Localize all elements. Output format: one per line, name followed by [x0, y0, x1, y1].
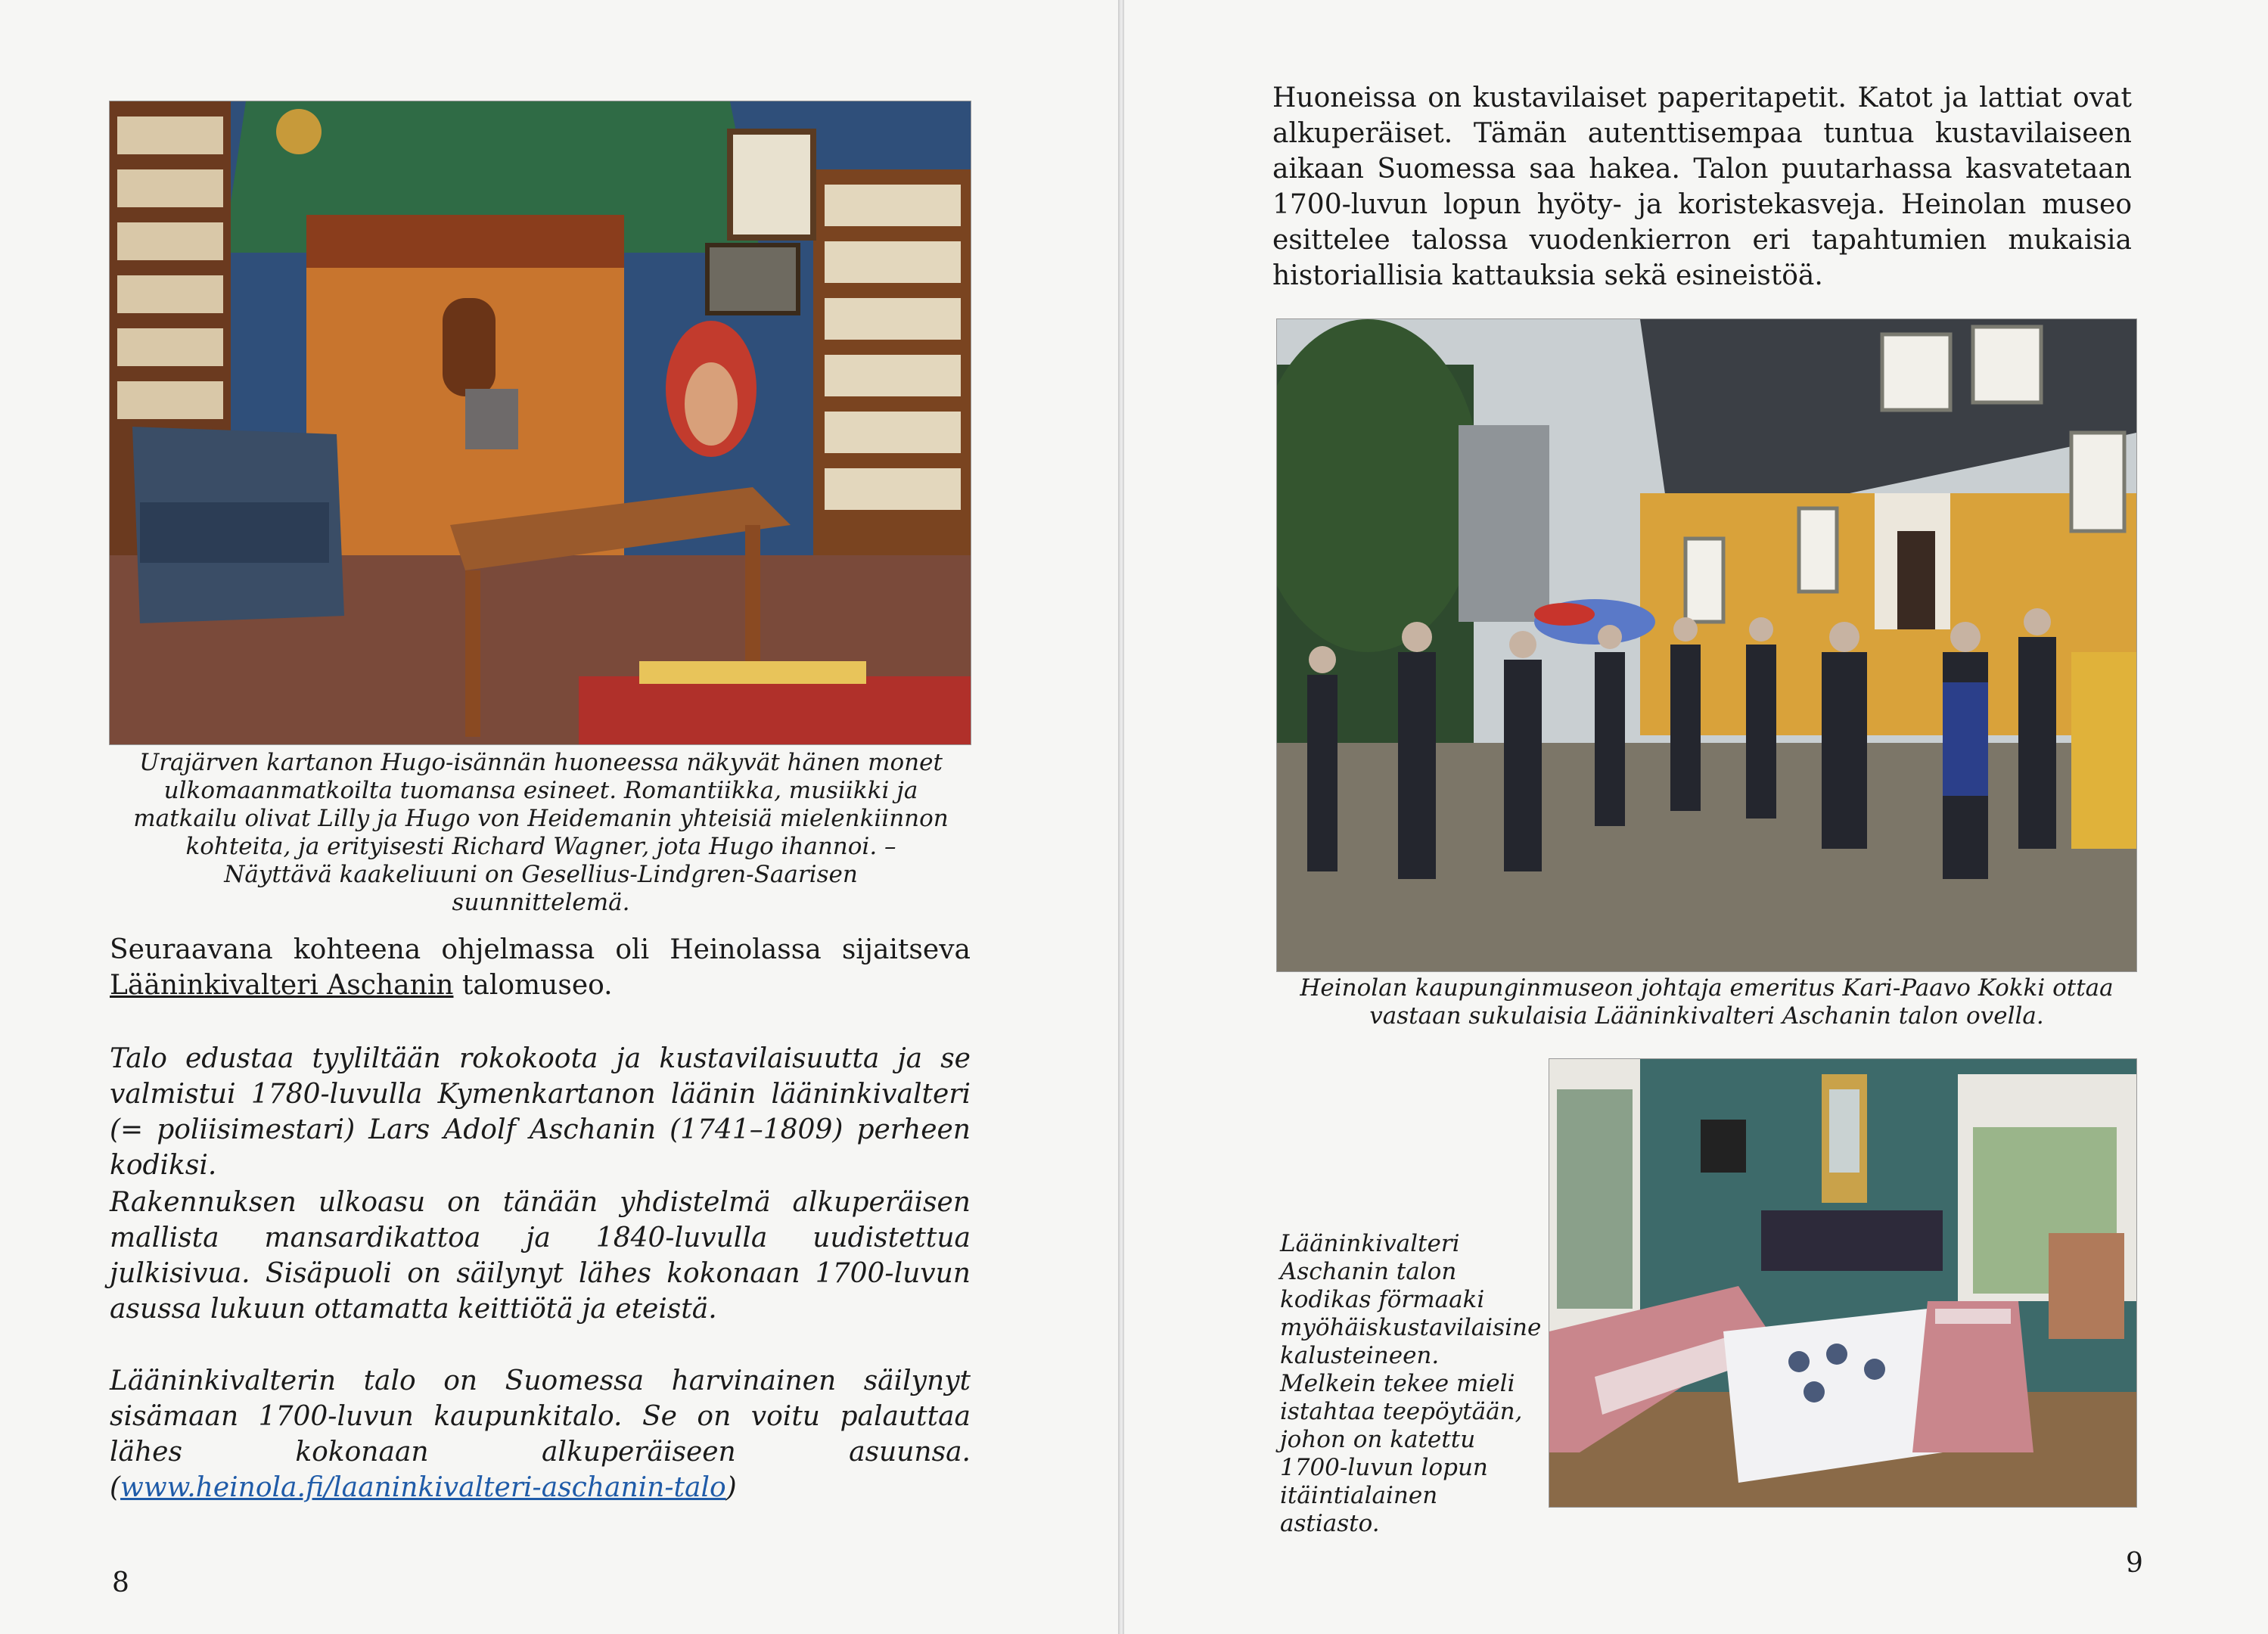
- paragraph-3-end: ): [725, 1472, 737, 1503]
- right-page: [1124, 0, 2268, 1634]
- photo2-caption: Lääninkivalteri Aschanin talon kodikas förmaaki myöhäiskustavilaisine kalusteineen. Melkein tekee mieli istahtaa teepöytään, johon on katettu 1700-luvun lopun itäintialainen astiasto.: [1280, 1230, 1542, 1537]
- aschan-link[interactable]: Lääninkivalteri Aschanin: [110, 970, 454, 1001]
- photo-caption: Urajärven kartanon Hugo-isännän huoneessa näkyvät hänen monet ulkomaanmatkoilta tuomansa esineet. Romantiikka, musiikki ja matkailu olivat Lilly ja Hugo von Heidemanin yhteisiä mielenkiinnon kohteita, ja erityisesti Richard Wagner, jota Hugo ihannoi. – Näyttävä kaakeliuuni on Gesellius-Lindgren-Saarisen suunnittelemä.: [133, 749, 949, 916]
- right-intro-paragraph: Huoneissa on kustavilaiset paperitapetit. Katot ja lattiat ovat alkuperäiset. Tämän autenttisempaa tuntua kustavilaiseen aikaan Suomessa saa hakea. Talon puutarhassa kasvatetaan 1700-luvun lopun hyöty- ja koristekasveja. Heinolan museo esittelee talossa vuodenkierron eri tapahtumien mukaisia historiallisia kattauksia sekä esineistöä.: [1272, 82, 2132, 291]
- paragraph-2: Rakennuksen ulkoasu on tänään yhdistelmä alkuperäisen mallista mansardikattoa ja 1840-luvulla uudistettua julkisivua. Sisäpuoli on säilynyt lähes kokonaan 1700-luvun asussa lukuun ottamatta keittiötä ja eteistä.: [110, 1187, 971, 1325]
- paragraph-1: Talo edustaa tyyliltään rokokoota ja kustavilaisuutta ja se valmistui 1780-luvulla Kymenkartanon läänin lääninkivalteri (= poliisimestari) Lars Adolf Aschanin (1741–1809) perheen kodiksi.: [110, 1043, 971, 1181]
- photo-aschan-house: [1277, 319, 2136, 971]
- page-number-left: 8: [112, 1567, 129, 1598]
- photo-hugo-room: [110, 101, 971, 744]
- intro-before: Seuraavana kohteena ohjelmassa oli Heinolassa sijaitseva: [110, 934, 971, 965]
- photo1-caption: [1277, 974, 2136, 1030]
- photo1-caption-line1: Heinolan kaupunginmuseon johtaja emeritus Kari-Paavo Kokki ottaa: [1300, 974, 2114, 1002]
- paragraph-3-text: Lääninkivalterin talo on Suomessa harvinainen säilynyt sisämaan 1700-luvun kaupunkitalo. Se on voitu palauttaa lähes kokonaan alkuperäiseen asuunsa. (: [110, 1365, 971, 1503]
- page-number-right: 9: [2126, 1548, 2143, 1579]
- book-gutter: [1118, 0, 1124, 1634]
- intro-after: talomuseo.: [453, 970, 613, 1001]
- photo1-caption-line2: vastaan sukulaisia Lääninkivalteri Aschanin talon ovella.: [1369, 1002, 2044, 1030]
- left-page: [0, 0, 1118, 1634]
- heinola-url-link[interactable]: www.heinola.fi/laaninkivalteri-aschanin-talo: [120, 1472, 726, 1503]
- paragraph-3: [110, 1363, 971, 1505]
- intro-paragraph: [110, 932, 971, 1003]
- photo-formaaki-room: [1549, 1059, 2136, 1507]
